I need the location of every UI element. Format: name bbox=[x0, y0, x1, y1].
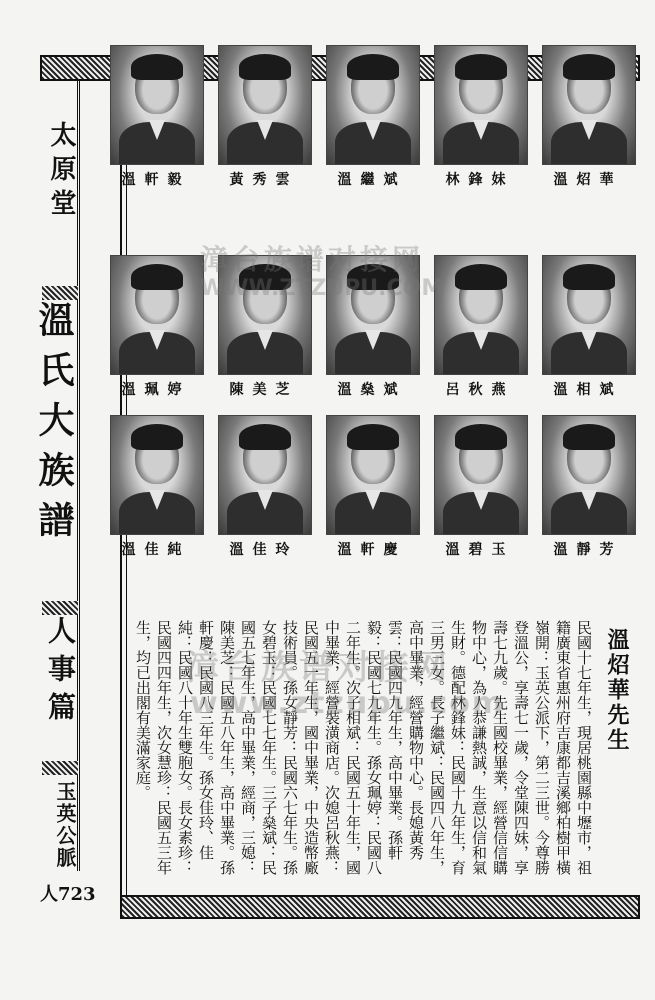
portrait-photo bbox=[326, 415, 420, 535]
portrait-caption: 溫佳純 bbox=[121, 542, 191, 558]
portrait bbox=[110, 255, 205, 399]
portrait-photo bbox=[542, 45, 636, 165]
bio-text: 民國十七年生，現居桃園縣中壢市，祖籍廣東省惠州府吉康都吉溪鄉柏樹甲橫嶺開：玉英公派下，第二三世。今尊勝登溫公，享壽七一歲，令堂陳四妹，享壽七九歲。先生國校畢業，經營信信購物中心，為人恭謙熱誠，生意以信和氣生財。德配林鋒妹：民國十九年生，育三男三女。長子繼斌：民國四八年生，高中畢業，經營購物中心。長媳黃秀雲：民國四九年生，高中畢業。孫軒毅：民國七九年生。孫女珮婷：民國八二年生。次子相斌：民國五十年生，國中畢業，經營裝潢商店。次媳呂秋燕：民國五一年生，國中畢業，中央造幣廠技術員。孫女靜芳：民國六七年生。孫女碧玉：民國七七年生。三子燊斌：民國五七年生，高中畢業，經商，三媳：陳美芝：民國五八年生，高中畢業。孫軒慶：民國八三年生。孫女佳玲、佳純：民國八十年生雙胞女。長女素珍：民國四四年生，次女慧珍：民國五三年生，均已出閣有美滿家庭。 bbox=[134, 620, 593, 875]
portrait bbox=[218, 45, 313, 189]
branch-name: 玉英公脈 bbox=[53, 781, 77, 869]
portrait bbox=[110, 45, 205, 189]
portrait-caption: 溫佳玲 bbox=[229, 542, 299, 558]
portrait bbox=[218, 415, 313, 559]
portrait-caption: 溫繼斌 bbox=[337, 172, 407, 188]
portrait-photo bbox=[326, 45, 420, 165]
portrait-photo bbox=[542, 255, 636, 375]
portrait-caption: 黃秀雲 bbox=[229, 172, 299, 188]
portrait-row bbox=[110, 45, 640, 200]
portrait bbox=[326, 415, 421, 559]
portrait-caption: 溫軒毅 bbox=[121, 172, 191, 188]
sidebar-divider bbox=[42, 601, 78, 615]
portrait-caption: 溫相斌 bbox=[553, 382, 623, 398]
portrait-caption: 溫炤華 bbox=[553, 172, 623, 188]
section-title: 人事篇 bbox=[44, 616, 77, 730]
portrait-photo bbox=[110, 415, 204, 535]
watermark-text: 漳台族谱对接网 bbox=[200, 243, 425, 276]
portrait-photo bbox=[110, 45, 204, 165]
page-number: 人723 bbox=[40, 884, 96, 905]
portrait bbox=[434, 255, 529, 399]
book-title: 溫氏大族譜 bbox=[33, 301, 75, 551]
sidebar-divider bbox=[42, 761, 78, 775]
portrait-photo bbox=[542, 415, 636, 535]
hall-name: 太原堂 bbox=[46, 121, 76, 223]
watermark-url: WWW.ZTZUPU.COM bbox=[200, 276, 444, 301]
portrait-caption: 呂秋燕 bbox=[445, 382, 515, 398]
bottom-border-band bbox=[120, 895, 640, 919]
watermark-url: www.ztzupu.com bbox=[190, 686, 506, 721]
sidebar-divider bbox=[42, 286, 78, 300]
portrait-caption: 陳美芝 bbox=[229, 382, 299, 398]
portrait bbox=[542, 45, 637, 189]
portrait-caption: 溫碧玉 bbox=[445, 542, 515, 558]
portrait-caption: 溫珮婷 bbox=[121, 382, 191, 398]
portrait-photo bbox=[434, 45, 528, 165]
portrait-photo bbox=[218, 415, 312, 535]
portrait-photo bbox=[434, 415, 528, 535]
portrait-caption: 溫燊斌 bbox=[337, 382, 407, 398]
sidebar-column bbox=[33, 81, 80, 871]
portrait-photo bbox=[434, 255, 528, 375]
portrait-photo bbox=[218, 45, 312, 165]
portrait bbox=[326, 45, 421, 189]
portrait bbox=[434, 45, 529, 189]
portrait-caption: 溫靜芳 bbox=[553, 542, 623, 558]
watermark-text: 漳台族谱对接网 bbox=[185, 648, 451, 688]
portrait-caption: 林鋒妹 bbox=[445, 172, 515, 188]
portrait-row bbox=[110, 415, 640, 570]
portrait-photo bbox=[110, 255, 204, 375]
portrait bbox=[434, 415, 529, 559]
portrait-caption: 溫軒慶 bbox=[337, 542, 407, 558]
portrait bbox=[110, 415, 205, 559]
portrait bbox=[542, 255, 637, 399]
bio-title: 溫炤華先生 bbox=[604, 628, 630, 753]
portrait bbox=[542, 415, 637, 559]
